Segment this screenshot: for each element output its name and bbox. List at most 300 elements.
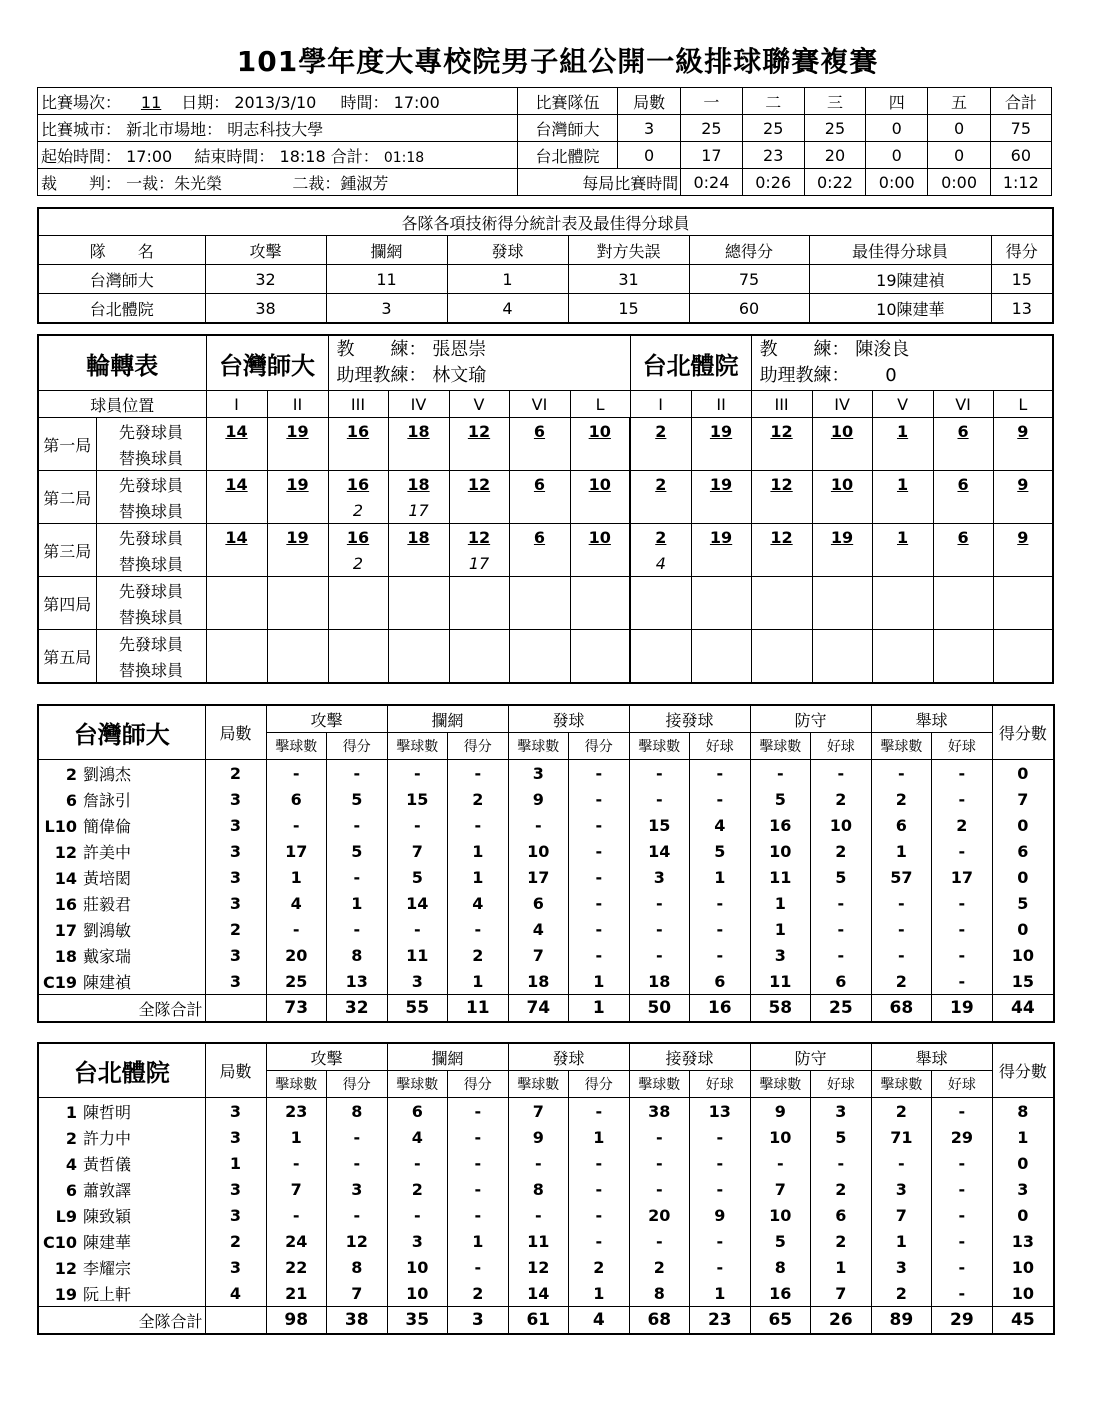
starter-cell: 2 <box>630 418 691 445</box>
set-time: 0:24 <box>681 169 742 196</box>
box-group-header: 攻擊 <box>266 1043 387 1071</box>
stat-cell: 15 <box>992 968 1054 995</box>
stat-cell: - <box>871 760 932 787</box>
player-number: 1 <box>65 1102 77 1122</box>
stat-cell: - <box>629 1176 690 1202</box>
starter-cell <box>570 630 630 657</box>
stat-cell: 0 <box>992 1150 1054 1176</box>
stats-cell: 31 <box>568 265 689 294</box>
team-total-cell: 11 <box>448 995 509 1023</box>
stat-cell: 1 <box>750 916 811 942</box>
starter-cell: 12 <box>449 418 509 445</box>
starter-cell: 9 <box>993 471 1053 498</box>
player-number: 2 <box>65 1128 77 1148</box>
player-number: 16 <box>54 894 77 914</box>
player-cell <box>38 812 205 838</box>
score-cell: 25 <box>742 115 804 142</box>
score-cell: 0 <box>928 142 990 169</box>
stat-cell: 1 <box>266 1124 327 1150</box>
player-cell <box>38 1254 205 1280</box>
score-header-team: 比賽隊伍 <box>517 88 617 115</box>
position-header: III <box>751 391 812 418</box>
stat-cell: 6 <box>690 968 751 995</box>
match-number: 11 <box>140 92 162 112</box>
stat-cell: 9 <box>508 1124 569 1150</box>
stat-cell: 23 <box>266 1098 327 1125</box>
starter-cell <box>993 577 1053 604</box>
starter-cell <box>388 577 449 604</box>
stat-cell: 11 <box>750 968 811 995</box>
stat-cell: - <box>811 942 872 968</box>
team-b-coaches: 教 練： 陳浚良 助理教練： 0 <box>751 335 1053 391</box>
stats-cell: 38 <box>205 294 326 324</box>
stat-cell: 3 <box>205 942 266 968</box>
stat-cell: - <box>690 942 751 968</box>
player-name: 簡偉倫 <box>83 816 132 836</box>
starter-cell <box>812 630 872 657</box>
stats-header: 對方失誤 <box>568 236 689 265</box>
stat-cell: - <box>387 916 448 942</box>
stat-cell: 10 <box>992 1280 1054 1307</box>
score-header: 二 <box>742 88 804 115</box>
sub-cell <box>206 444 267 471</box>
stat-cell: 14 <box>508 1280 569 1307</box>
stat-cell: - <box>871 890 932 916</box>
stat-cell: - <box>932 1202 993 1228</box>
team-total-cell: 3 <box>448 1307 509 1335</box>
starter-cell: 19 <box>267 418 328 445</box>
stat-cell: 7 <box>387 838 448 864</box>
box-sub-header: 擊球數 <box>266 1071 327 1098</box>
stats-header: 總得分 <box>689 236 809 265</box>
player-cell <box>38 890 205 916</box>
starter-cell: 6 <box>509 418 570 445</box>
stat-cell: 17 <box>932 864 993 890</box>
set-label: 第一局 <box>38 418 96 471</box>
stat-cell: 11 <box>508 1228 569 1254</box>
player-number: L10 <box>44 816 77 836</box>
box-sub-header: 擊球數 <box>871 733 932 760</box>
team-total-cell: 19 <box>932 995 993 1023</box>
sub-cell <box>691 656 751 683</box>
player-number: L9 <box>55 1206 77 1226</box>
stat-cell: - <box>750 1150 811 1176</box>
referee-2: 鍾淑芳 <box>340 173 389 193</box>
stat-cell: - <box>387 812 448 838</box>
player-number: 14 <box>54 868 77 888</box>
sub-label: 替換球員 <box>96 603 206 630</box>
stats-title: 各隊各項技術得分統計表及最佳得分球員 <box>38 208 1053 236</box>
starter-cell: 12 <box>751 471 812 498</box>
box-group-header: 攔網 <box>387 705 508 733</box>
total-empty <box>205 995 266 1023</box>
position-header: L <box>570 391 630 418</box>
stat-cell: - <box>569 1176 630 1202</box>
sub-cell <box>691 550 751 577</box>
team-total-cell: 45 <box>992 1307 1054 1335</box>
stat-cell: - <box>327 864 388 890</box>
stat-cell: - <box>690 916 751 942</box>
starter-cell: 9 <box>993 524 1053 551</box>
starter-label: 先發球員 <box>96 630 206 657</box>
starter-cell <box>570 577 630 604</box>
stat-cell: - <box>387 1202 448 1228</box>
box-sub-header: 得分 <box>569 1071 630 1098</box>
stat-cell: 3 <box>508 760 569 787</box>
stat-cell: 22 <box>266 1254 327 1280</box>
stat-cell: - <box>448 812 509 838</box>
sub-cell <box>993 444 1053 471</box>
starter-cell: 9 <box>993 418 1053 445</box>
stat-cell: 4 <box>205 1280 266 1307</box>
stat-cell: 0 <box>992 1202 1054 1228</box>
box-group-header: 發球 <box>508 705 629 733</box>
player-number: C19 <box>43 972 78 992</box>
stat-cell: 1 <box>448 968 509 995</box>
score-cell: 0 <box>866 142 928 169</box>
sub-cell <box>872 444 933 471</box>
team-total-cell: 32 <box>327 995 388 1023</box>
stat-cell: - <box>932 942 993 968</box>
stat-cell: - <box>629 890 690 916</box>
stat-cell: 5 <box>750 786 811 812</box>
stat-cell: 3 <box>327 1176 388 1202</box>
stat-cell: 4 <box>266 890 327 916</box>
sub-cell <box>993 603 1053 630</box>
stat-cell: 3 <box>205 786 266 812</box>
box-sub-header: 得分 <box>448 1071 509 1098</box>
stat-cell: - <box>569 916 630 942</box>
sub-cell: 2 <box>328 550 388 577</box>
stat-cell: 8 <box>992 1098 1054 1125</box>
set-label: 第四局 <box>38 577 96 630</box>
starter-cell: 1 <box>872 471 933 498</box>
stat-cell: 3 <box>871 1176 932 1202</box>
stats-cell: 15 <box>568 294 689 324</box>
stat-cell: 10 <box>387 1280 448 1307</box>
box-points-header: 得分數 <box>992 1043 1054 1098</box>
stat-cell: - <box>569 1202 630 1228</box>
sub-cell <box>509 497 570 524</box>
position-header: IV <box>388 391 449 418</box>
sub-cell <box>570 603 630 630</box>
stat-cell: - <box>266 1150 327 1176</box>
player-name: 戴家瑞 <box>83 946 132 966</box>
stat-cell: 7 <box>992 786 1054 812</box>
starter-cell: 12 <box>449 524 509 551</box>
stat-cell: 15 <box>387 786 448 812</box>
stat-cell: - <box>448 1150 509 1176</box>
starter-cell: 16 <box>328 471 388 498</box>
score-cell: 60 <box>990 142 1051 169</box>
set-label: 第二局 <box>38 471 96 524</box>
team-total-cell: 35 <box>387 1307 448 1335</box>
stat-cell: 9 <box>508 786 569 812</box>
starter-cell: 10 <box>812 418 872 445</box>
player-name: 陳致穎 <box>83 1206 132 1226</box>
sub-cell <box>206 656 267 683</box>
set-label: 第三局 <box>38 524 96 577</box>
stat-cell: 6 <box>387 1098 448 1125</box>
referee-1: 朱光榮 <box>174 173 223 193</box>
player-cell <box>38 786 205 812</box>
stat-cell: - <box>629 1228 690 1254</box>
sub-cell <box>812 444 872 471</box>
player-name: 陳哲明 <box>83 1102 132 1122</box>
stat-cell: - <box>932 1176 993 1202</box>
stat-cell: 2 <box>205 1228 266 1254</box>
starter-cell: 19 <box>691 418 751 445</box>
player-name: 陳建華 <box>83 1232 132 1252</box>
stat-cell: 2 <box>871 1098 932 1125</box>
starter-cell <box>691 630 751 657</box>
stat-cell: - <box>327 760 388 787</box>
starter-cell: 14 <box>206 418 267 445</box>
stats-header: 攻擊 <box>205 236 326 265</box>
stats-cell: 32 <box>205 265 326 294</box>
stat-cell: - <box>327 1202 388 1228</box>
player-number: 6 <box>65 1180 77 1200</box>
sub-cell <box>328 603 388 630</box>
stat-cell: - <box>690 1150 751 1176</box>
starter-cell: 6 <box>933 524 993 551</box>
starter-label: 先發球員 <box>96 524 206 551</box>
referee-line: 裁 判： 一裁：朱光榮 二裁：鍾淑芳 <box>38 169 518 196</box>
position-header: II <box>691 391 751 418</box>
starter-cell <box>267 630 328 657</box>
stat-cell: - <box>448 760 509 787</box>
sub-cell <box>933 603 993 630</box>
sub-cell <box>630 656 691 683</box>
stat-cell: 10 <box>387 1254 448 1280</box>
stat-cell: 4 <box>690 812 751 838</box>
box-sub-header: 擊球數 <box>508 1071 569 1098</box>
stat-cell: 3 <box>871 1254 932 1280</box>
stat-cell: - <box>932 786 993 812</box>
stat-cell: - <box>448 1254 509 1280</box>
stat-cell: 5 <box>750 1228 811 1254</box>
score-cell: 17 <box>681 142 742 169</box>
team-total-cell: 55 <box>387 995 448 1023</box>
stat-cell: 13 <box>992 1228 1054 1254</box>
stat-cell: - <box>932 1098 993 1125</box>
starter-cell <box>812 577 872 604</box>
stat-cell: - <box>569 890 630 916</box>
stat-cell: 11 <box>750 864 811 890</box>
starter-cell: 19 <box>691 524 751 551</box>
starter-cell: 18 <box>388 471 449 498</box>
stats-header: 隊 名 <box>38 236 205 265</box>
stat-cell: 1 <box>569 1124 630 1150</box>
page-title: 101學年度大專校院男子組公開一級排球聯賽複賽 <box>236 45 879 78</box>
stat-cell: 3 <box>205 838 266 864</box>
stat-cell: 6 <box>266 786 327 812</box>
box-sub-header: 得分 <box>327 733 388 760</box>
team-total-cell: 68 <box>871 995 932 1023</box>
time-line: 起始時間： 17:00 結束時間： 18:18 合計： 01:18 <box>38 142 518 169</box>
stat-cell: - <box>508 1150 569 1176</box>
match-info-table <box>37 87 1052 196</box>
stat-cell: 14 <box>387 890 448 916</box>
starter-cell: 14 <box>206 524 267 551</box>
starter-cell <box>751 630 812 657</box>
stat-cell: 10 <box>750 1124 811 1150</box>
sub-cell <box>509 550 570 577</box>
stat-cell: 1 <box>569 1280 630 1307</box>
position-header: V <box>872 391 933 418</box>
stat-cell: 0 <box>992 864 1054 890</box>
stat-cell: 18 <box>508 968 569 995</box>
stat-cell: 7 <box>327 1280 388 1307</box>
stat-cell: 5 <box>690 838 751 864</box>
stat-cell: - <box>690 890 751 916</box>
stat-cell: 6 <box>811 1202 872 1228</box>
stat-cell: - <box>932 916 993 942</box>
stat-cell: 12 <box>327 1228 388 1254</box>
team-total-cell: 74 <box>508 995 569 1023</box>
sub-cell <box>933 444 993 471</box>
box-sub-header: 擊球數 <box>387 733 448 760</box>
player-cell <box>38 1124 205 1150</box>
stats-header: 發球 <box>447 236 568 265</box>
stat-cell: - <box>629 1150 690 1176</box>
sub-cell <box>570 497 630 524</box>
stat-cell: 10 <box>750 1202 811 1228</box>
sub-cell: 17 <box>388 497 449 524</box>
starter-cell <box>509 630 570 657</box>
player-cell <box>38 968 205 995</box>
stat-cell: - <box>448 1176 509 1202</box>
sub-cell <box>267 656 328 683</box>
starter-cell: 12 <box>751 418 812 445</box>
player-number: 6 <box>65 790 77 810</box>
starter-cell: 10 <box>570 524 630 551</box>
box-group-header: 舉球 <box>871 705 992 733</box>
starter-label: 先發球員 <box>96 418 206 445</box>
sub-cell <box>933 656 993 683</box>
stat-cell: 1 <box>448 1228 509 1254</box>
score-cell: 0 <box>928 115 990 142</box>
player-cell <box>38 864 205 890</box>
sub-cell <box>691 497 751 524</box>
stat-cell: 1 <box>266 864 327 890</box>
stat-cell: - <box>932 968 993 995</box>
stat-cell: - <box>387 1150 448 1176</box>
sub-cell <box>388 444 449 471</box>
player-name: 莊毅君 <box>83 894 132 914</box>
starter-cell: 10 <box>570 471 630 498</box>
sub-cell <box>630 497 691 524</box>
starter-cell: 14 <box>206 471 267 498</box>
stat-cell: - <box>871 1150 932 1176</box>
match-line: 比賽場次： 11 日期： 2013/3/10 時間： 17:00 <box>38 88 518 115</box>
score-cell: 25 <box>804 115 865 142</box>
team-total-label: 全隊合計 <box>38 995 205 1023</box>
sub-cell <box>328 444 388 471</box>
team-total-cell: 61 <box>508 1307 569 1335</box>
position-header: L <box>993 391 1053 418</box>
stats-cell: 3 <box>326 294 447 324</box>
stat-cell: - <box>266 760 327 787</box>
player-name: 許力中 <box>83 1128 132 1148</box>
player-cell <box>38 1202 205 1228</box>
starter-cell <box>328 630 388 657</box>
stat-cell: - <box>569 1228 630 1254</box>
box-sub-header: 好球 <box>932 733 993 760</box>
stat-cell: 18 <box>629 968 690 995</box>
stat-cell: 2 <box>811 786 872 812</box>
starter-cell: 19 <box>267 471 328 498</box>
stat-cell: 10 <box>750 838 811 864</box>
stat-cell: 8 <box>508 1176 569 1202</box>
stat-cell: - <box>448 1098 509 1125</box>
sub-cell <box>449 656 509 683</box>
stats-header: 最佳得分球員 <box>809 236 991 265</box>
sub-cell <box>933 497 993 524</box>
box-team-name: 台北體院 <box>38 1043 205 1098</box>
player-cell <box>38 1176 205 1202</box>
sub-label: 替換球員 <box>96 656 206 683</box>
stat-cell: - <box>690 786 751 812</box>
sub-cell <box>509 603 570 630</box>
player-name: 許美中 <box>83 842 132 862</box>
stat-cell: 38 <box>629 1098 690 1125</box>
stat-cell: - <box>327 1150 388 1176</box>
stat-cell: 1 <box>750 890 811 916</box>
stat-cell: 1 <box>205 1150 266 1176</box>
stat-cell: - <box>629 786 690 812</box>
sub-cell <box>751 444 812 471</box>
score-header: 三 <box>804 88 865 115</box>
sub-cell <box>388 656 449 683</box>
stat-cell: 3 <box>629 864 690 890</box>
stat-cell: 9 <box>690 1202 751 1228</box>
stat-cell: 3 <box>387 968 448 995</box>
sub-cell <box>751 603 812 630</box>
starter-cell: 19 <box>812 524 872 551</box>
sub-cell <box>812 497 872 524</box>
stat-cell: 3 <box>811 1098 872 1125</box>
starter-cell: 6 <box>509 471 570 498</box>
sub-cell <box>206 550 267 577</box>
sub-cell <box>267 497 328 524</box>
stat-cell: 3 <box>205 968 266 995</box>
stat-cell: 3 <box>205 1098 266 1125</box>
sub-cell <box>509 444 570 471</box>
box-sub-header: 好球 <box>690 733 751 760</box>
starter-cell: 16 <box>328 418 388 445</box>
starter-cell: 1 <box>872 418 933 445</box>
sub-cell <box>751 550 812 577</box>
total-time: 01:18 <box>383 149 425 166</box>
box-sub-header: 擊球數 <box>266 733 327 760</box>
best-scorer: 10陳建華 <box>809 294 991 324</box>
stat-cell: 15 <box>629 812 690 838</box>
player-cell <box>38 838 205 864</box>
stat-cell: - <box>932 890 993 916</box>
stat-cell: - <box>629 760 690 787</box>
stat-cell: 2 <box>629 1254 690 1280</box>
stat-cell: 6 <box>992 838 1054 864</box>
stats-cell: 11 <box>326 265 447 294</box>
stat-cell: 5 <box>811 864 872 890</box>
stat-cell: 2 <box>205 916 266 942</box>
stat-cell: - <box>811 890 872 916</box>
box-points-header: 得分數 <box>992 705 1054 760</box>
sub-cell <box>267 550 328 577</box>
sub-label: 替換球員 <box>96 444 206 471</box>
stat-cell: 3 <box>205 1254 266 1280</box>
